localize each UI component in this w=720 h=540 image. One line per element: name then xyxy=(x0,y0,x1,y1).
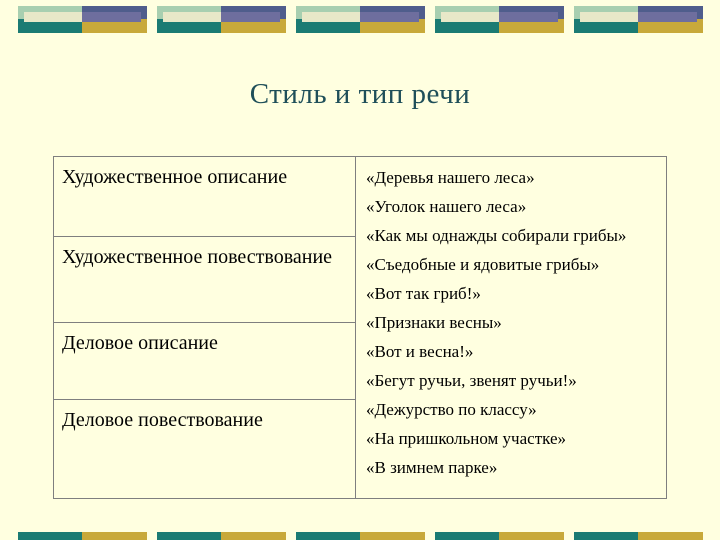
decorative-block xyxy=(574,6,703,33)
story-title: «На пришкольном участке» xyxy=(366,429,566,448)
decorative-block xyxy=(296,532,425,540)
decorative-block xyxy=(296,6,425,33)
style-type-table xyxy=(53,156,667,499)
story-title: «Дежурство по классу» xyxy=(366,400,537,419)
story-title: «Как мы однажды собирали грибы» xyxy=(366,226,627,245)
speech-type-cell: Художественное описание xyxy=(54,157,355,237)
decorative-block xyxy=(18,532,147,540)
story-titles-column xyxy=(366,163,661,482)
speech-type-cell: Деловое повествование xyxy=(62,409,263,431)
decorative-block xyxy=(157,6,286,33)
decorative-block xyxy=(157,532,286,540)
story-title: «Вот так гриб!» xyxy=(366,284,481,303)
decorative-block xyxy=(435,532,564,540)
column-divider xyxy=(355,157,356,498)
decorative-block xyxy=(435,6,564,33)
decorative-block xyxy=(18,6,147,33)
story-title: «В зимнем парке» xyxy=(366,458,498,477)
bottom-decorative-banner xyxy=(18,532,716,540)
story-title: «Вот и весна!» xyxy=(366,342,474,361)
story-title: «Съедобные и ядовитые грибы» xyxy=(366,255,600,274)
story-title: «Признаки весны» xyxy=(366,313,502,332)
speech-type-cell: Художественное повествование xyxy=(54,237,355,323)
story-title: «Деревья нашего леса» xyxy=(366,168,535,187)
story-title: «Уголок нашего леса» xyxy=(366,197,527,216)
decorative-block xyxy=(574,532,703,540)
speech-type-cell: Деловое описание xyxy=(54,323,355,400)
top-decorative-banner xyxy=(18,6,716,33)
speech-types-column xyxy=(54,157,355,498)
story-title: «Бегут ручьи, звенят ручьи!» xyxy=(366,371,577,390)
page-title: Стиль и тип речи xyxy=(249,78,471,110)
